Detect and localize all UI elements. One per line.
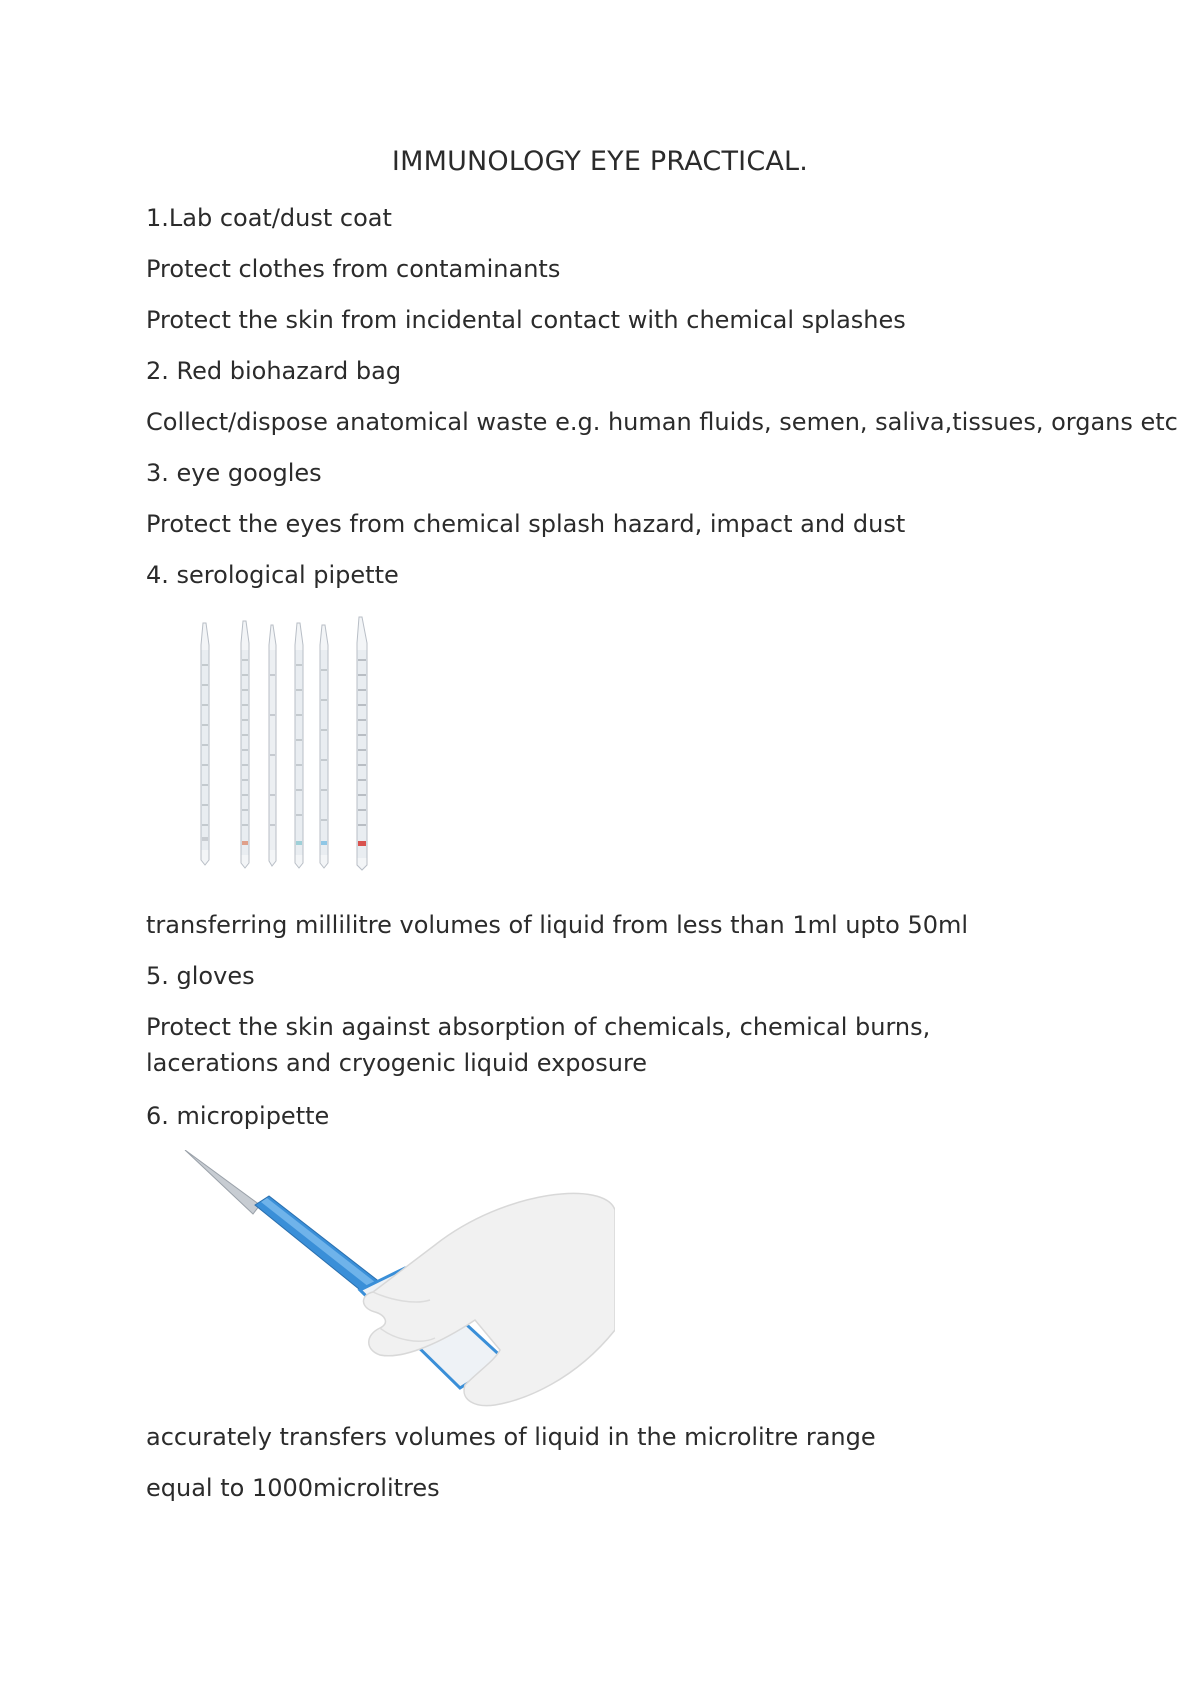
- item-1-description-1: Protect clothes from contaminants: [146, 255, 561, 283]
- item-4-description: transferring millilitre volumes of liquid from less than 1ml upto 50ml: [146, 911, 969, 939]
- item-6-description-1: accurately transfers volumes of liquid in the microlitre range: [146, 1423, 876, 1451]
- item-2-description: Collect/dispose anatomical waste e.g. human fluids, semen, saliva,tissues, organs etc: [146, 408, 1178, 436]
- item-6-description-2: equal to 1000microlitres: [146, 1474, 440, 1502]
- item-3-description: Protect the eyes from chemical splash hazard, impact and dust: [146, 510, 906, 538]
- document-title: IMMUNOLOGY EYE PRACTICAL.: [391, 146, 809, 177]
- serological-pipette-icon: [201, 617, 367, 870]
- item-5-description: Protect the skin against absorption of chemicals, chemical burns, lacerations and cryogenic liquid exposure: [146, 1013, 931, 1077]
- micropipette-icon: [185, 1150, 615, 1406]
- item-2-heading: 2. Red biohazard bag: [146, 357, 402, 385]
- item-4-heading: 4. serological pipette: [146, 561, 399, 589]
- serological-pipettes-image: [185, 615, 385, 885]
- item-5-heading: 5. gloves: [146, 962, 255, 990]
- item-1-description-2: Protect the skin from incidental contact with chemical splashes: [146, 306, 906, 334]
- item-1-heading: 1.Lab coat/dust coat: [146, 204, 392, 232]
- micropipette-image: [175, 1150, 615, 1420]
- item-6-heading: 6. micropipette: [146, 1102, 330, 1130]
- item-3-heading: 3. eye googles: [146, 459, 322, 487]
